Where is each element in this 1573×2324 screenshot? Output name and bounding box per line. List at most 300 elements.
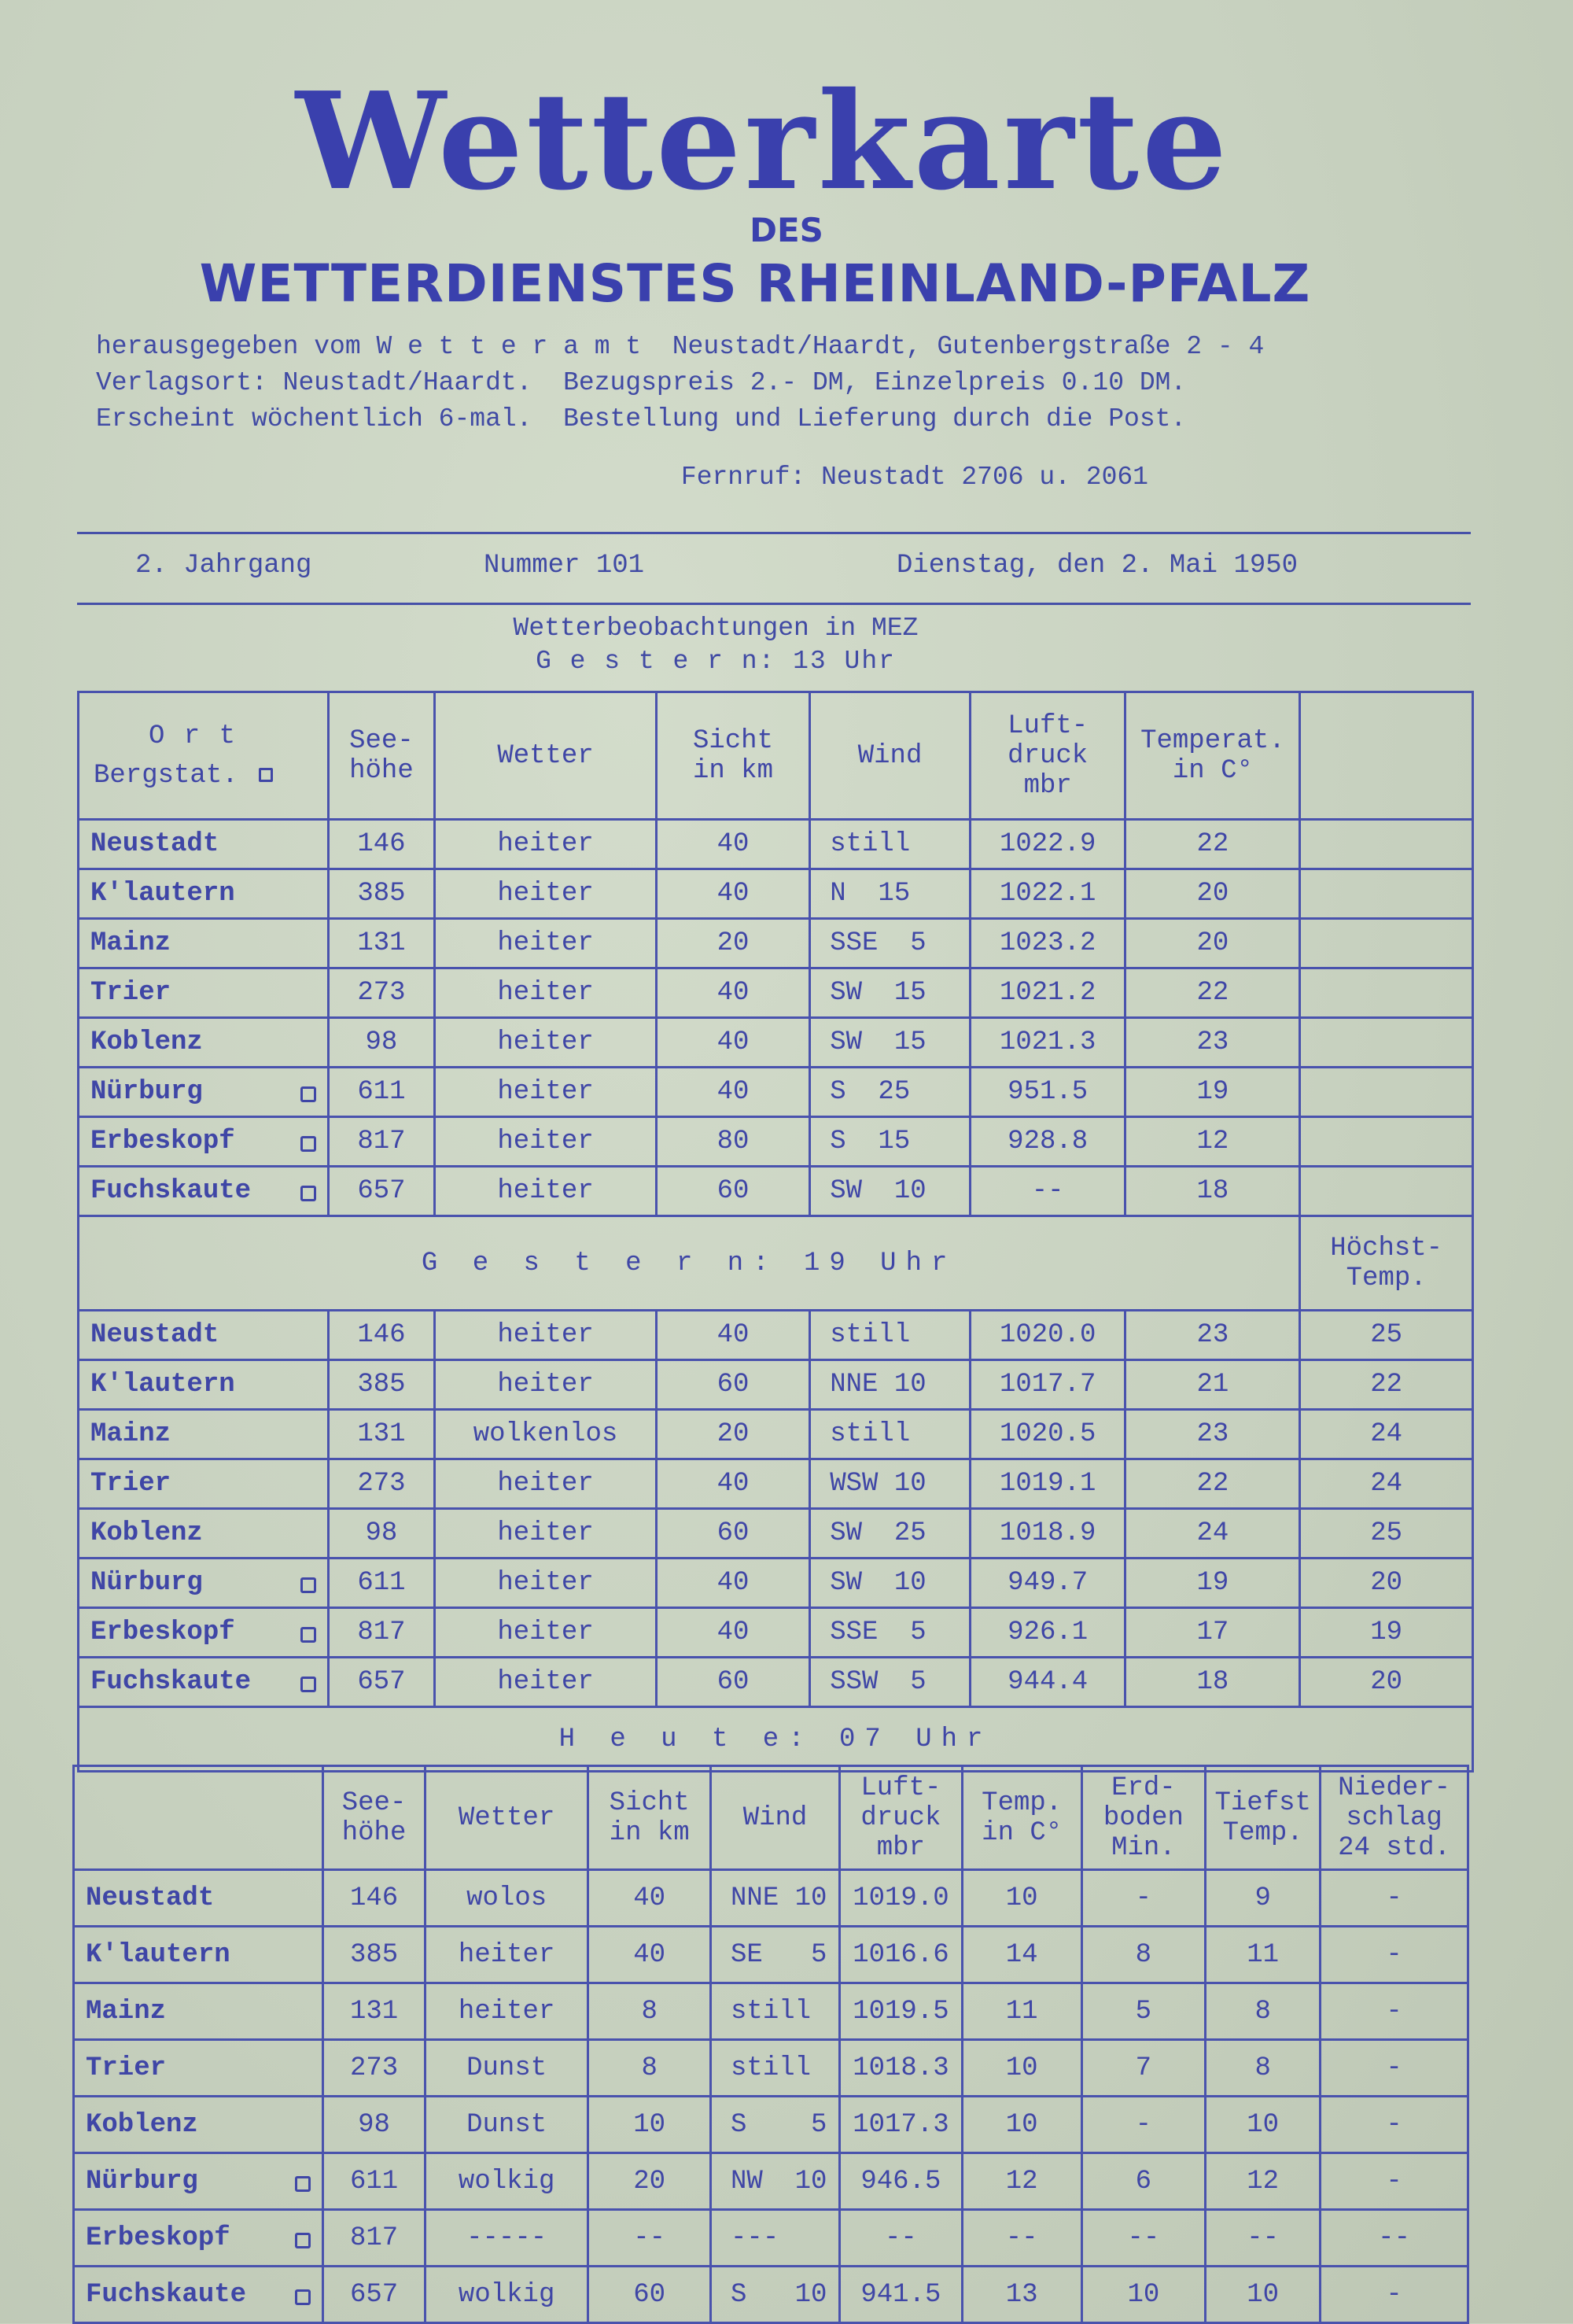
temp-cell: 24 (1125, 1509, 1300, 1559)
sicht-cell: 20 (656, 919, 809, 968)
sicht-cell: 40 (656, 1311, 809, 1360)
station-name: Fuchskaute (86, 2279, 247, 2310)
wetter-cell: heiter (435, 1559, 656, 1608)
col-temperatur-label: Temp. (982, 1787, 1063, 1818)
col-temperatur-label: in C° (1172, 755, 1253, 786)
temp-cell: 22 (1125, 1459, 1300, 1509)
wind-cell: SW 15 (810, 968, 971, 1018)
hoehe-cell: 611 (328, 1559, 435, 1608)
col-niederschlag-label: 24 std. (1338, 1832, 1450, 1863)
masthead-subtitle: WETTERDIENSTES RHEINLAND-PFALZ (199, 253, 1311, 314)
temp-cell: 19 (1125, 1068, 1300, 1117)
erd-cell: 5 (1081, 1983, 1206, 2040)
station-name-cell (74, 2210, 323, 2267)
sicht-cell: 20 (588, 2153, 711, 2210)
temp-cell: 13 (962, 2267, 1081, 2323)
section-row-19 (79, 1216, 1473, 1311)
nied-cell: - (1321, 2153, 1468, 2210)
wetter-cell: heiter (435, 1117, 656, 1167)
station-name-cell (79, 1608, 329, 1658)
station-name: K'lautern (90, 1370, 235, 1400)
nied-cell: - (1321, 2097, 1468, 2153)
col-empty (1300, 692, 1473, 820)
wind-cell: still (711, 1983, 840, 2040)
druck-cell: -- (970, 1167, 1125, 1216)
hoehe-cell: 98 (328, 1509, 435, 1559)
sicht-cell: 60 (588, 2267, 711, 2323)
station-name: Mainz (90, 1419, 171, 1449)
temp-cell: 10 (962, 1870, 1081, 1927)
hoehe-cell: 611 (328, 1068, 435, 1117)
station-name-cell (79, 820, 329, 869)
wetter-cell: Dunst (425, 2040, 588, 2097)
station-name-cell (74, 1927, 323, 1983)
mountain-station-mark-icon (300, 1577, 316, 1593)
col-bergstat-label: Bergstat. (94, 760, 238, 791)
empty-cell (1300, 869, 1473, 919)
col-sicht (588, 1766, 711, 1870)
col-luftdruck-label: Luft- (860, 1773, 941, 1803)
druck-cell: 1020.0 (970, 1311, 1125, 1360)
hoehe-cell: 146 (328, 1311, 435, 1360)
station-name-cell (79, 1459, 329, 1509)
wetter-cell: wolkig (425, 2153, 588, 2210)
temp-cell: 19 (1125, 1559, 1300, 1608)
temp-cell: 18 (1125, 1658, 1300, 1707)
station-name: Trier (90, 978, 171, 1008)
sicht-cell: 80 (656, 1117, 809, 1167)
col-sicht-label: Sicht (609, 1787, 690, 1818)
masthead-des: DES (750, 211, 823, 249)
wind-cell: still (810, 1311, 971, 1360)
yesterday-19-caption: G e s t e r n: 19 Uhr (79, 1216, 1300, 1311)
erd-cell: -- (1081, 2210, 1206, 2267)
station-name: Nürburg (86, 2166, 198, 2197)
col-seehoehe-label: höhe (349, 755, 414, 786)
station-name: Koblenz (86, 2109, 198, 2140)
druck-cell: 946.5 (839, 2153, 962, 2210)
station-name: Neustadt (90, 1320, 219, 1350)
wind-cell: SSE 5 (810, 1608, 971, 1658)
hoehe-cell: 385 (323, 1927, 425, 1983)
col-ort (74, 1766, 323, 1870)
mountain-station-mark-icon (300, 1186, 316, 1201)
station-name: Neustadt (90, 829, 219, 859)
temp-cell: 22 (1125, 968, 1300, 1018)
max-cell: 20 (1300, 1559, 1473, 1608)
col-luftdruck-label: druck (1008, 740, 1089, 771)
druck-cell: 1022.1 (970, 869, 1125, 919)
temp-cell: 17 (1125, 1608, 1300, 1658)
druck-cell: 1022.9 (970, 820, 1125, 869)
hoehe-cell: 98 (323, 2097, 425, 2153)
sicht-cell: 20 (656, 1410, 809, 1459)
wind-cell: --- (711, 2210, 840, 2267)
wind-cell: SW 25 (810, 1509, 971, 1559)
max-cell: 22 (1300, 1360, 1473, 1410)
nied-cell: - (1321, 1870, 1468, 1927)
col-erdboden-label: Erd- (1111, 1773, 1176, 1803)
wind-cell: SSE 5 (810, 919, 971, 968)
sicht-cell: 8 (588, 2040, 711, 2097)
table-row (74, 2210, 1468, 2267)
wetter-cell: heiter (435, 1658, 656, 1707)
station-name-cell (79, 1311, 329, 1360)
observations-caption: Wetterbeobachtungen in MEZ (513, 614, 919, 643)
empty-cell (1300, 1018, 1473, 1068)
col-erdboden-label: Min. (1111, 1832, 1176, 1863)
col-tiefst-label: Temp. (1222, 1817, 1303, 1848)
empty-cell (1300, 1167, 1473, 1216)
col-ort (79, 692, 329, 820)
wind-cell: SE 5 (711, 1927, 840, 1983)
nied-cell: -- (1321, 2210, 1468, 2267)
wetter-cell: heiter (435, 968, 656, 1018)
sicht-cell: 40 (656, 1559, 809, 1608)
col-sicht-label: Sicht (692, 725, 773, 756)
wetter-cell: heiter (435, 820, 656, 869)
temp-cell: 14 (962, 1927, 1081, 1983)
temp-cell: 20 (1125, 919, 1300, 968)
wind-cell: NW 10 (711, 2153, 840, 2210)
table-row (74, 1927, 1468, 1983)
col-temperatur-label: in C° (982, 1817, 1063, 1848)
wetter-cell: wolos (425, 1870, 588, 1927)
hoehe-cell: 385 (328, 869, 435, 919)
max-cell: 25 (1300, 1311, 1473, 1360)
station-name-cell (79, 1360, 329, 1410)
druck-cell: 951.5 (970, 1068, 1125, 1117)
wetter-cell: wolkig (425, 2267, 588, 2323)
wetter-cell: heiter (425, 1983, 588, 2040)
temp-cell: 20 (1125, 869, 1300, 919)
table-row (74, 2267, 1468, 2323)
wetter-cell: heiter (435, 1068, 656, 1117)
publisher-line: herausgegeben vom W e t t e r a m t Neustadt/Haardt, Gutenbergstraße 2 - 4 (96, 332, 1265, 361)
station-name-cell (79, 869, 329, 919)
publisher-line: Verlagsort: Neustadt/Haardt. Bezugspreis 2.- DM, Einzelpreis 0.10 DM. (96, 368, 1187, 397)
max-cell: 24 (1300, 1410, 1473, 1459)
max-cell: 25 (1300, 1509, 1473, 1559)
nied-cell: - (1321, 1983, 1468, 2040)
temp-cell: 12 (962, 2153, 1081, 2210)
druck-cell: 1018.3 (839, 2040, 962, 2097)
wind-cell: SW 10 (810, 1559, 971, 1608)
wind-cell: N 15 (810, 869, 971, 919)
section-row-07 (79, 1707, 1473, 1772)
station-name-cell (74, 1870, 323, 1927)
wetter-cell: ----- (425, 2210, 588, 2267)
tief-cell: 8 (1206, 1983, 1321, 2040)
druck-cell: 1018.9 (970, 1509, 1125, 1559)
hoehe-cell: 611 (323, 2153, 425, 2210)
sicht-cell: 40 (656, 820, 809, 869)
empty-cell (1300, 820, 1473, 869)
station-name: Erbeskopf (90, 1618, 235, 1647)
mountain-station-mark-icon (300, 1677, 316, 1692)
wind-cell: NNE 10 (810, 1360, 971, 1410)
station-name-cell (79, 1410, 329, 1459)
station-name-cell (74, 2040, 323, 2097)
station-name-cell (74, 2097, 323, 2153)
hoehe-cell: 385 (328, 1360, 435, 1410)
station-name: Koblenz (90, 1518, 203, 1548)
empty-cell (1300, 1068, 1473, 1117)
hoehe-cell: 817 (323, 2210, 425, 2267)
hoehe-cell: 131 (328, 919, 435, 968)
col-wetter: Wetter (425, 1766, 588, 1870)
sicht-cell: 60 (656, 1360, 809, 1410)
table-row (74, 2040, 1468, 2097)
wind-cell: SSW 5 (810, 1658, 971, 1707)
station-name: Fuchskaute (90, 1176, 252, 1206)
col-luftdruck (970, 692, 1125, 820)
tief-cell: 11 (1206, 1927, 1321, 1983)
station-name: Nürburg (90, 1077, 203, 1107)
publisher-line: Erscheint wöchentlich 6-mal. Bestellung und Lieferung durch die Post. (96, 404, 1187, 433)
col-wind: Wind (810, 692, 971, 820)
druck-cell: 949.7 (970, 1559, 1125, 1608)
col-wind: Wind (711, 1766, 840, 1870)
station-name-cell (74, 1983, 323, 2040)
druck-cell: 1017.7 (970, 1360, 1125, 1410)
phone-line: Fernruf: Neustadt 2706 u. 2061 (680, 463, 1148, 492)
mountain-station-mark-icon (295, 2176, 311, 2192)
mountain-station-mark-icon (300, 1627, 316, 1643)
sicht-cell: 40 (656, 869, 809, 919)
wind-cell: SW 10 (810, 1167, 971, 1216)
sicht-cell: 40 (588, 1870, 711, 1927)
header-row (79, 692, 1473, 820)
masthead-title: Wetterkarte (295, 63, 1231, 220)
table-row (79, 1559, 1473, 1608)
druck-cell: 1019.0 (839, 1870, 962, 1927)
wind-cell: S 5 (711, 2097, 840, 2153)
station-name-cell (79, 1018, 329, 1068)
sicht-cell: 40 (656, 1068, 809, 1117)
station-name: K'lautern (86, 1939, 230, 1970)
wetter-cell: heiter (435, 1167, 656, 1216)
station-name: K'lautern (90, 879, 235, 909)
wetter-cell: Dunst (425, 2097, 588, 2153)
hoehe-cell: 273 (328, 968, 435, 1018)
table-row (74, 2153, 1468, 2210)
col-temperatur (962, 1766, 1081, 1870)
max-cell: 19 (1300, 1608, 1473, 1658)
druck-cell: 1023.2 (970, 919, 1125, 968)
table-row (79, 1360, 1473, 1410)
tief-cell: 12 (1206, 2153, 1321, 2210)
wetter-cell: heiter (435, 1608, 656, 1658)
wind-cell: S 25 (810, 1068, 971, 1117)
sicht-cell: 40 (656, 968, 809, 1018)
nied-cell: - (1321, 2040, 1468, 2097)
observations-table-yesterday (77, 691, 1474, 1773)
druck-cell: 926.1 (970, 1608, 1125, 1658)
table-row (74, 2097, 1468, 2153)
station-name: Erbeskopf (86, 2223, 230, 2253)
col-luftdruck-label: mbr (1023, 770, 1072, 801)
tief-cell: 9 (1206, 1870, 1321, 1927)
tief-cell: 10 (1206, 2097, 1321, 2153)
hoehe-cell: 817 (328, 1117, 435, 1167)
hoehe-cell: 817 (328, 1608, 435, 1658)
tief-cell: -- (1206, 2210, 1321, 2267)
wind-cell: WSW 10 (810, 1459, 971, 1509)
station-name-cell (79, 1068, 329, 1117)
col-ort-label: O r t (149, 721, 238, 751)
table-row (79, 1410, 1473, 1459)
header-row (74, 1766, 1468, 1870)
table-row (79, 968, 1473, 1018)
temp-cell: -- (962, 2210, 1081, 2267)
empty-cell (1300, 1117, 1473, 1167)
druck-cell: 1020.5 (970, 1410, 1125, 1459)
erd-cell: - (1081, 2097, 1206, 2153)
druck-cell: 1019.5 (839, 1983, 962, 2040)
temp-cell: 23 (1125, 1410, 1300, 1459)
table-row (79, 1167, 1473, 1216)
col-sicht-label: in km (692, 755, 773, 786)
wind-cell: S 15 (810, 1117, 971, 1167)
hoehe-cell: 657 (328, 1167, 435, 1216)
erd-cell: 7 (1081, 2040, 1206, 2097)
tief-cell: 8 (1206, 2040, 1321, 2097)
table-row (74, 1870, 1468, 1927)
druck-cell: 1016.6 (839, 1927, 962, 1983)
col-seehoehe-label: See- (349, 725, 414, 756)
table-row (79, 1459, 1473, 1509)
col-seehoehe-label: höhe (341, 1817, 407, 1848)
col-seehoehe-label: See- (341, 1787, 407, 1818)
temp-cell: 23 (1125, 1311, 1300, 1360)
today-07-caption: H e u t e: 07 Uhr (79, 1707, 1473, 1772)
sicht-cell: 40 (656, 1459, 809, 1509)
station-name-cell (79, 1658, 329, 1707)
temp-cell: 12 (1125, 1117, 1300, 1167)
station-name-cell (74, 2153, 323, 2210)
col-wetter: Wetter (435, 692, 656, 820)
temp-cell: 18 (1125, 1167, 1300, 1216)
col-temperatur-label: Temperat. (1140, 725, 1285, 756)
publisher-info (96, 329, 1264, 437)
col-luftdruck-label: druck (860, 1802, 941, 1833)
sicht-cell: 10 (588, 2097, 711, 2153)
wetter-cell: heiter (435, 1459, 656, 1509)
col-seehoehe (323, 1766, 425, 1870)
table-row (79, 1608, 1473, 1658)
col-niederschlag (1321, 1766, 1468, 1870)
wind-cell: still (810, 1410, 971, 1459)
hoehe-cell: 657 (323, 2267, 425, 2323)
tief-cell: 10 (1206, 2267, 1321, 2323)
station-name-cell (79, 1509, 329, 1559)
erd-cell: 10 (1081, 2267, 1206, 2323)
wetter-cell: heiter (435, 1509, 656, 1559)
table-row (79, 869, 1473, 919)
table-row (74, 1983, 1468, 2040)
empty-cell (1300, 919, 1473, 968)
druck-cell: 928.8 (970, 1117, 1125, 1167)
erd-cell: 8 (1081, 1927, 1206, 1983)
temp-cell: 21 (1125, 1360, 1300, 1410)
sicht-cell: 60 (656, 1658, 809, 1707)
erd-cell: - (1081, 1870, 1206, 1927)
druck-cell: 944.4 (970, 1658, 1125, 1707)
wind-cell: SW 15 (810, 1018, 971, 1068)
table-row (79, 1018, 1473, 1068)
col-luftdruck-label: mbr (876, 1832, 925, 1863)
nied-cell: - (1321, 1927, 1468, 1983)
temp-cell: 23 (1125, 1018, 1300, 1068)
col-tiefst (1206, 1766, 1321, 1870)
wetter-cell: heiter (435, 919, 656, 968)
hoehe-cell: 657 (328, 1658, 435, 1707)
sicht-cell: 40 (588, 1927, 711, 1983)
col-erdboden-label: boden (1103, 1802, 1184, 1833)
wetter-cell: heiter (435, 1311, 656, 1360)
wetter-cell: heiter (435, 1360, 656, 1410)
hoehe-cell: 146 (328, 820, 435, 869)
druck-cell: 1019.1 (970, 1459, 1125, 1509)
mountain-station-mark-icon (295, 2289, 311, 2305)
station-name: Mainz (90, 928, 171, 958)
station-name: Mainz (86, 1996, 167, 2027)
temp-cell: 10 (962, 2040, 1081, 2097)
sicht-cell: 60 (656, 1509, 809, 1559)
col-luftdruck (839, 1766, 962, 1870)
hoehe-cell: 146 (323, 1870, 425, 1927)
yesterday-13-caption: G e s t e r n: 13 Uhr (536, 647, 896, 676)
issue-volume: 2. Jahrgang (135, 551, 312, 581)
table-row (79, 1509, 1473, 1559)
max-cell: 20 (1300, 1658, 1473, 1707)
sicht-cell: 8 (588, 1983, 711, 2040)
wind-cell: S 10 (711, 2267, 840, 2323)
station-name: Trier (90, 1469, 171, 1499)
sicht-cell: -- (588, 2210, 711, 2267)
temp-cell: 10 (962, 2097, 1081, 2153)
sicht-cell: 60 (656, 1167, 809, 1216)
col-erdboden (1081, 1766, 1206, 1870)
col-sicht (656, 692, 809, 820)
col-sicht-label: in km (609, 1817, 690, 1848)
col-temperatur (1125, 692, 1300, 820)
wetter-cell: heiter (435, 869, 656, 919)
col-luftdruck-label: Luft- (1008, 710, 1089, 741)
wind-cell: still (810, 820, 971, 869)
col-tiefst-label: Tiefst (1214, 1787, 1311, 1818)
wetter-cell: heiter (425, 1927, 588, 1983)
wetter-cell: wolkenlos (435, 1410, 656, 1459)
druck-cell: 941.5 (839, 2267, 962, 2323)
station-name-cell (79, 1117, 329, 1167)
mountain-station-mark-icon (295, 2233, 311, 2248)
top-rule (77, 532, 1471, 534)
issue-number: Nummer 101 (484, 551, 645, 581)
mountain-station-mark-icon (300, 1086, 316, 1102)
station-name: Neustadt (86, 1883, 215, 1913)
station-name-cell (79, 919, 329, 968)
druck-cell: -- (839, 2210, 962, 2267)
table-row (79, 1658, 1473, 1707)
wind-cell: NNE 10 (711, 1870, 840, 1927)
erd-cell: 6 (1081, 2153, 1206, 2210)
wind-cell: still (711, 2040, 840, 2097)
observations-table-today (72, 1765, 1469, 2324)
table-row (79, 1311, 1473, 1360)
station-name: Koblenz (90, 1027, 203, 1057)
